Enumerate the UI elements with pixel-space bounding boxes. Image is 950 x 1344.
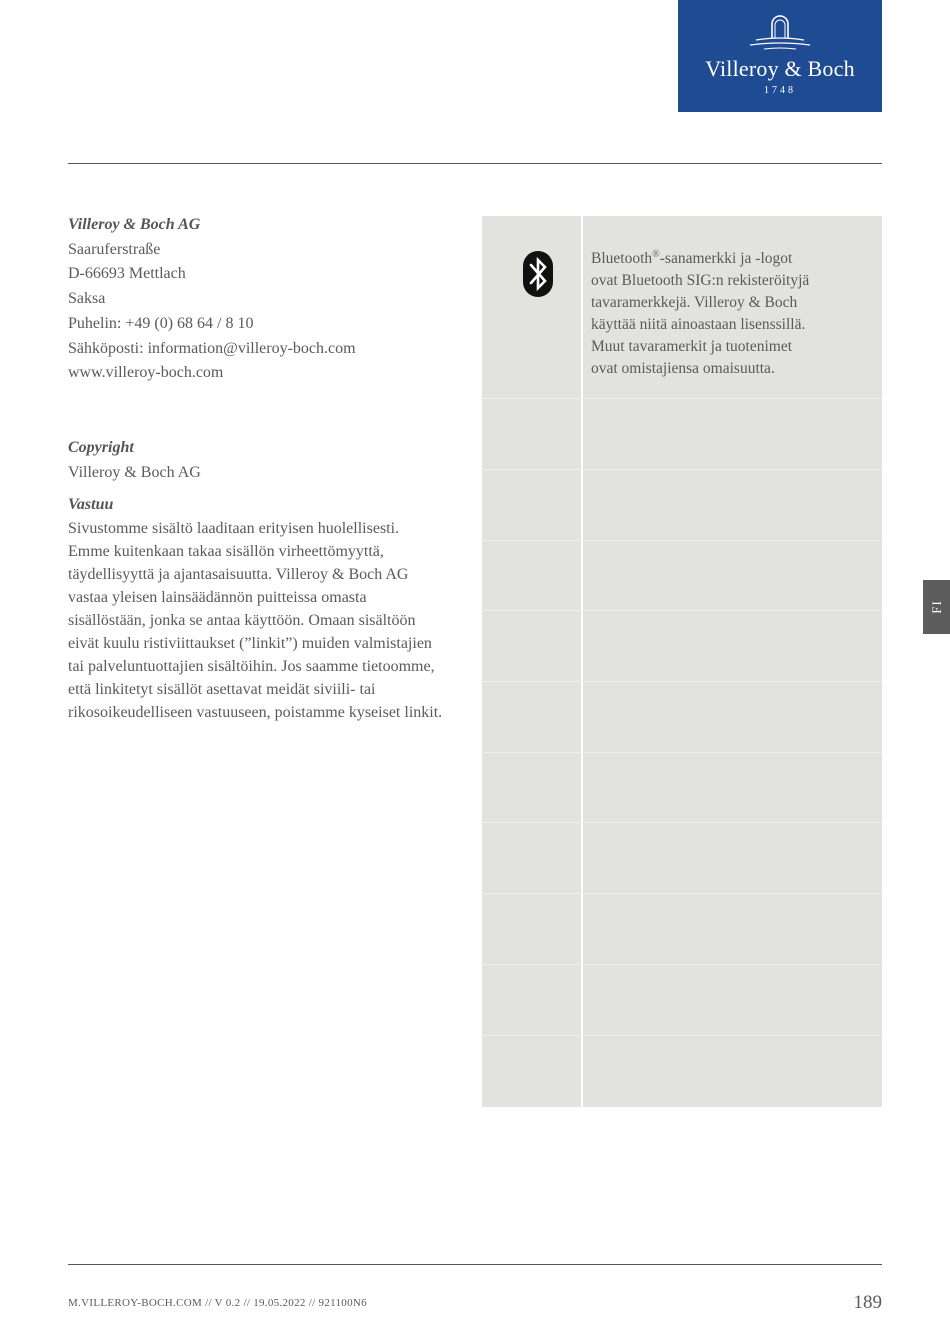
table-text-cell — [583, 682, 882, 753]
table-icon-cell — [482, 965, 581, 1036]
liability-line: eivät kuulu ristiviittaukset (”linkit”) muiden valmistajien — [68, 635, 432, 652]
copyright-text: Villeroy & Boch AG — [68, 464, 201, 481]
liability-section — [68, 492, 468, 724]
liability-line: tai palveluntuottajien sisältöihin. Jos saamme tietoomme, — [68, 658, 435, 675]
liability-line: että linkitetyt sisällöt asettavat meidät siviili- tai — [68, 681, 376, 698]
table-row — [482, 752, 882, 823]
bluetooth-text-line: ovat omistajiensa omaisuutta. — [591, 360, 775, 377]
table-row — [482, 681, 882, 753]
bottom-divider — [68, 1264, 882, 1265]
page-number: 189 — [853, 1292, 882, 1313]
symbol-table — [482, 216, 882, 1106]
table-icon-cell — [482, 611, 581, 682]
table-text-cell — [583, 611, 882, 682]
copyright-heading: Copyright — [68, 439, 134, 456]
table-icon-cell — [482, 1036, 581, 1107]
address-phone: Puhelin: +49 (0) 68 64 / 8 10 — [68, 314, 254, 332]
logo-year: 1748 — [764, 85, 796, 96]
liability-line: Emme kuitenkaan takaa sisällön virheettömyyttä, — [68, 543, 384, 560]
liability-line: vastaa yleisen lainsäädännön puitteissa omasta — [68, 589, 367, 606]
top-divider — [68, 163, 882, 164]
table-row — [482, 216, 882, 398]
table-text-cell — [583, 753, 882, 823]
table-icon-cell — [482, 894, 581, 965]
fountain-logo-icon — [750, 12, 810, 52]
liability-line: rikosoikeudelliseen vastuuseen, poistamme kyseiset linkit. — [68, 704, 443, 721]
villeroy-boch-logo — [678, 0, 882, 112]
table-icon-cell — [482, 753, 581, 823]
bluetooth-trademark-text — [591, 248, 876, 380]
table-row — [482, 469, 882, 541]
company-name: Villeroy & Boch AG — [68, 216, 201, 233]
address-postal: D-66693 Mettlach — [68, 265, 186, 283]
address-website: www.villeroy-boch.com — [68, 364, 224, 382]
bluetooth-text-line: tavaramerkkejä. Villeroy & Boch — [591, 294, 798, 311]
table-text-cell — [583, 1036, 882, 1107]
table-icon-cell — [482, 541, 581, 611]
address-email: Sähköposti: information@villeroy-boch.com — [68, 339, 356, 357]
table-icon-cell — [482, 682, 581, 753]
table-text-cell — [583, 399, 882, 470]
table-row — [482, 398, 882, 470]
language-tab[interactable] — [923, 580, 950, 634]
table-row — [482, 893, 882, 965]
table-icon-cell — [482, 216, 581, 398]
bluetooth-line-rest: -sanamerkki ja -logot — [659, 250, 793, 267]
logo-brand-name: Villeroy & Boch — [705, 56, 855, 81]
table-row — [482, 822, 882, 894]
table-text-cell — [583, 216, 882, 398]
language-tab-label: FI — [928, 600, 944, 614]
address-country: Saksa — [68, 290, 106, 308]
liability-heading: Vastuu — [68, 496, 114, 513]
registered-mark: ® — [652, 248, 660, 260]
bluetooth-text-line: käyttää niitä ainoastaan lisenssillä. — [591, 316, 806, 333]
table-row — [482, 1035, 882, 1107]
address-street: Saaruferstraße — [68, 240, 161, 258]
table-row — [482, 964, 882, 1036]
bluetooth-text-line: Muut tavaramerkit ja tuotenimet — [591, 338, 793, 355]
table-icon-cell — [482, 470, 581, 541]
table-text-cell — [583, 965, 882, 1036]
table-icon-cell — [482, 823, 581, 894]
bluetooth-icon — [522, 250, 554, 298]
copyright-section — [68, 435, 468, 485]
table-text-cell — [583, 470, 882, 541]
table-text-cell — [583, 541, 882, 611]
table-icon-cell — [482, 399, 581, 470]
liability-line: sisällöstään, jonka se antaa käyttöön. Omaan sisältöön — [68, 612, 416, 629]
liability-line: Sivustomme sisältö laaditaan erityisen huolellisesti. — [68, 520, 400, 537]
bluetooth-word: Bluetooth — [591, 250, 653, 267]
company-address — [68, 213, 468, 386]
table-text-cell — [583, 823, 882, 894]
footer-document-info: M.VILLEROY-BOCH.COM // V 0.2 // 19.05.2022 // 921100N6 — [68, 1297, 367, 1309]
bluetooth-text-line: ovat Bluetooth SIG:n rekisteröityjä — [591, 272, 810, 289]
liability-line: täydellisyyttä ja ajantasaisuutta. Villeroy & Boch AG — [68, 566, 409, 583]
table-row — [482, 610, 882, 682]
table-text-cell — [583, 894, 882, 965]
table-row — [482, 540, 882, 611]
